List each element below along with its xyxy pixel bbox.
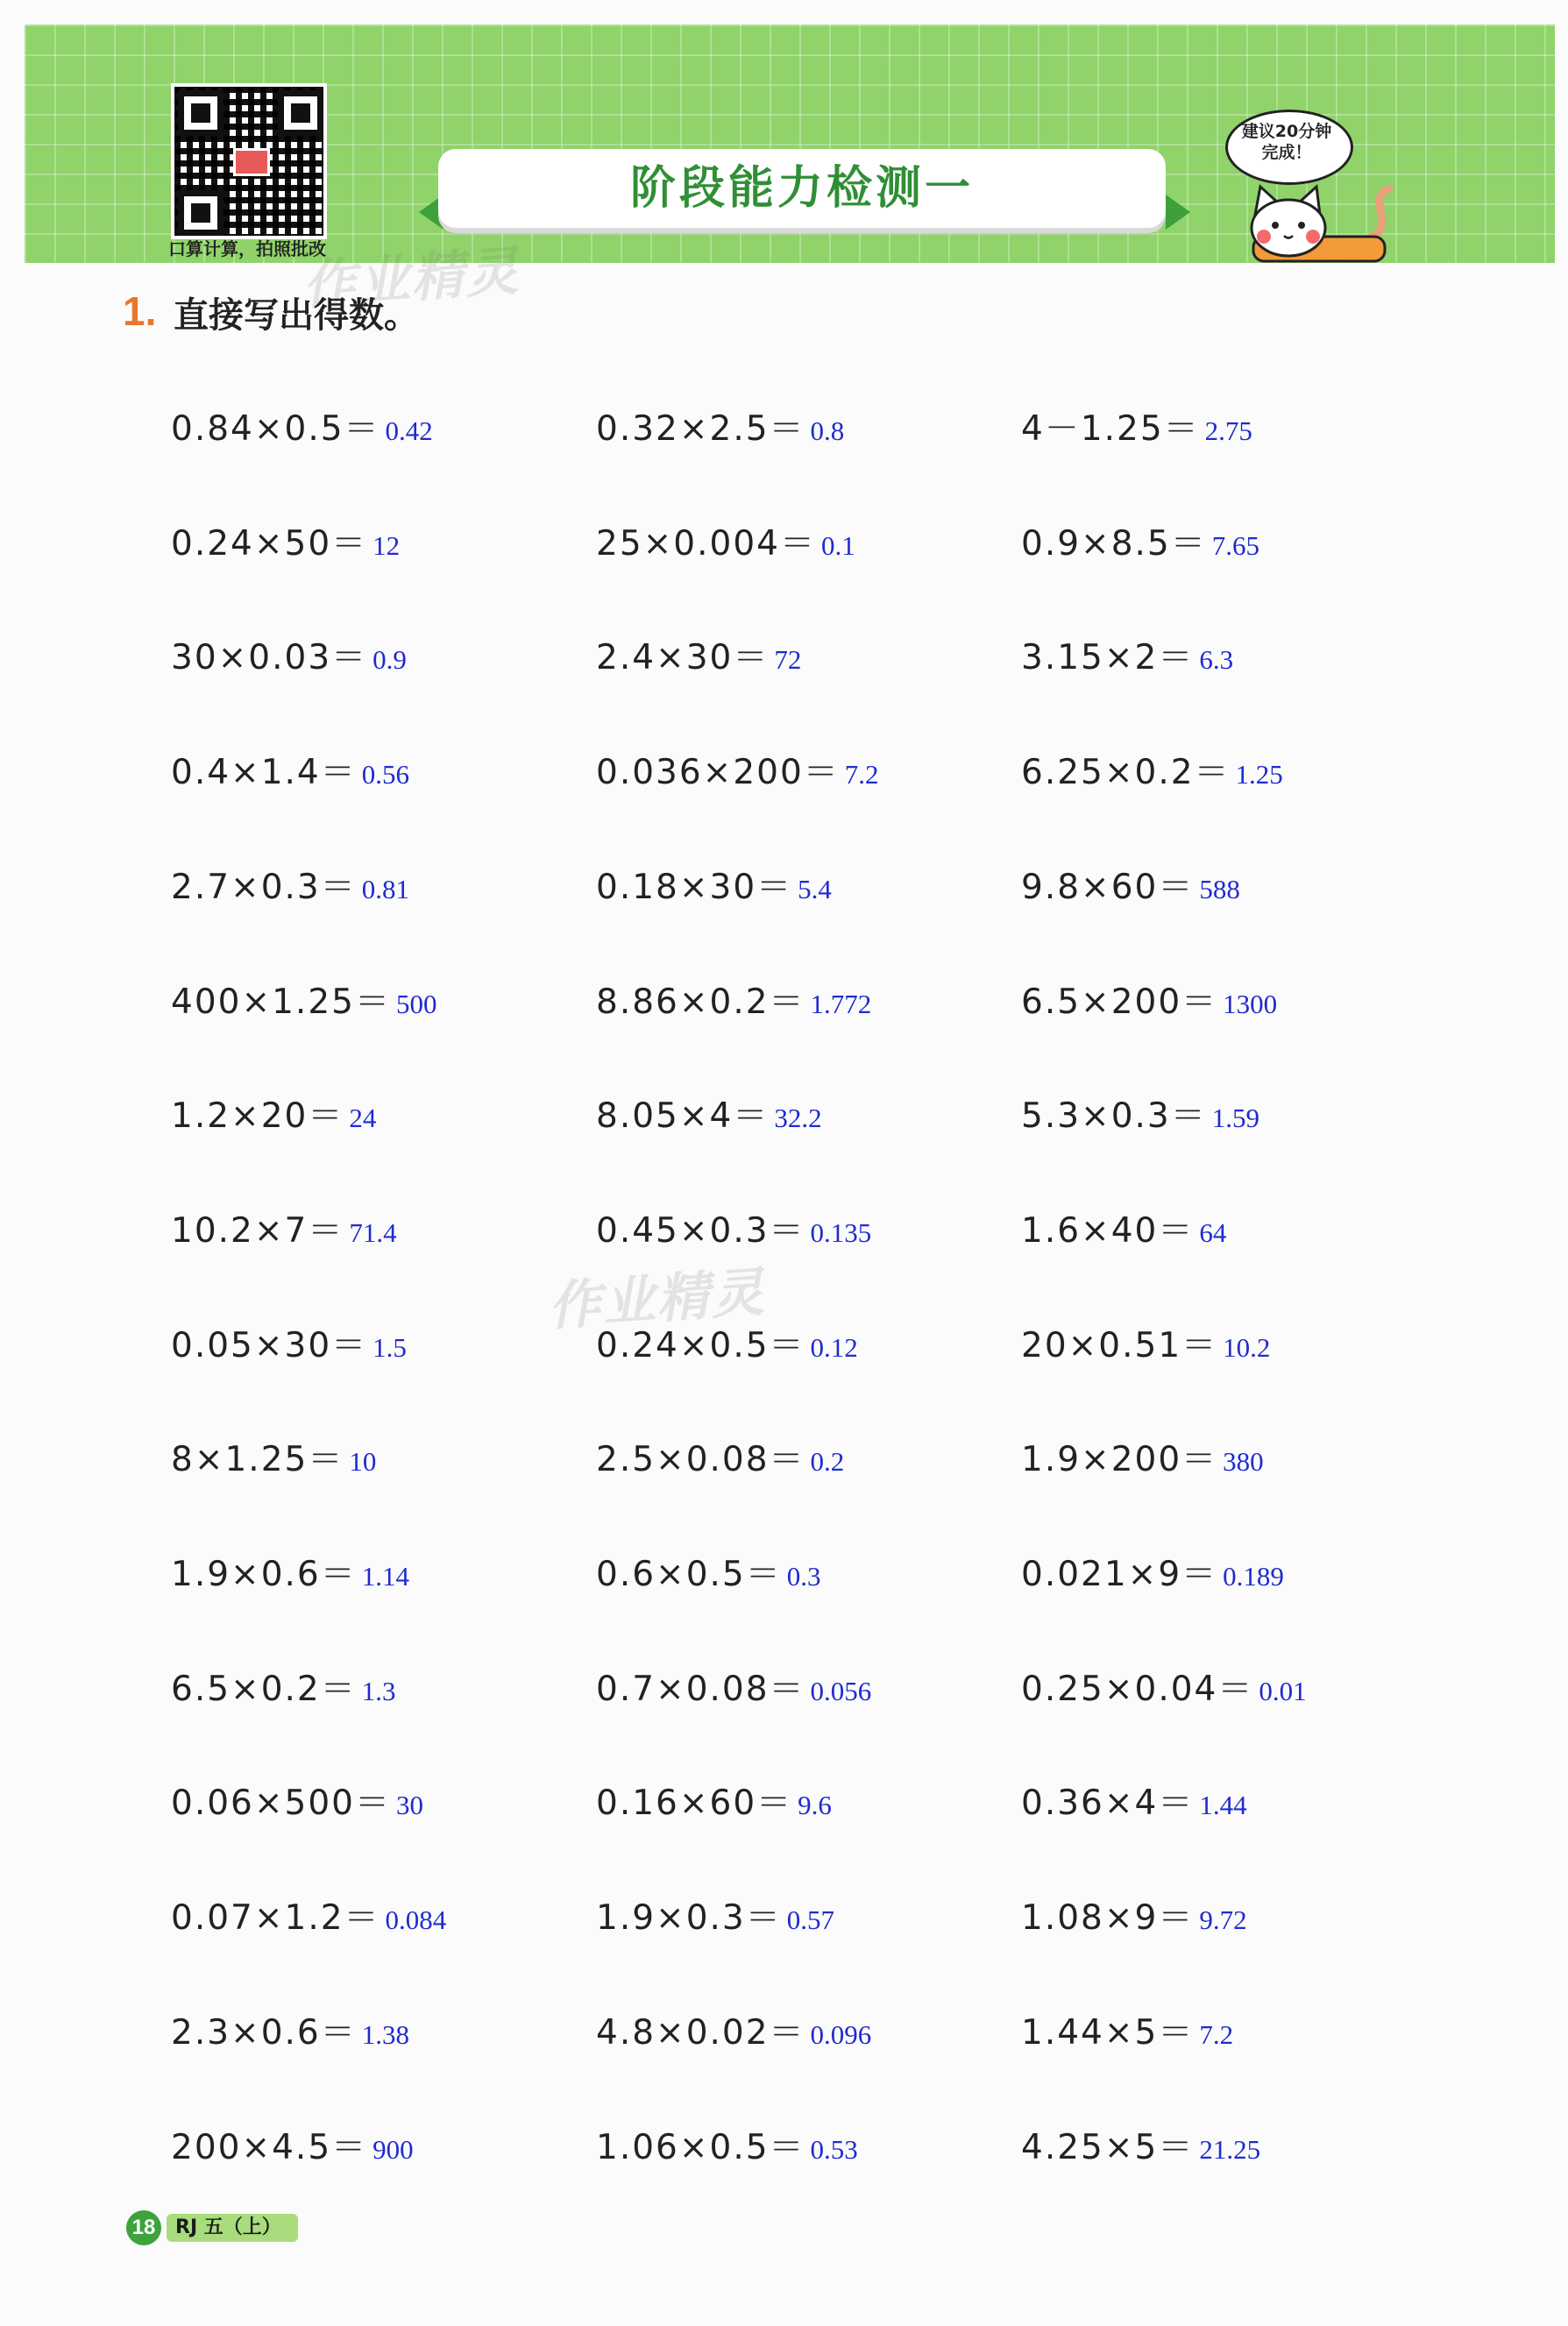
question-number: 1.: [123, 288, 157, 334]
problem-answer: 1.44: [1199, 1790, 1247, 1820]
problem-answer: 12: [372, 530, 401, 561]
problem-expression: 0.36×4＝: [1021, 1784, 1195, 1823]
problem-item: [1021, 1203, 1226, 1252]
problem-item: [171, 975, 436, 1024]
qr-caption: 口算计算，拍照批改: [168, 238, 326, 259]
problem-expression: 0.24×0.5＝: [596, 1326, 805, 1365]
problem-expression: 9.8×60＝: [1021, 868, 1195, 907]
problem-item: [171, 1432, 376, 1481]
problem-expression: 25×0.004＝: [596, 524, 816, 564]
problem-item: [596, 860, 832, 909]
problem-answer: 0.1: [820, 530, 855, 561]
problem-expression: 2.5×0.08＝: [596, 1440, 805, 1479]
problem-answer: 7.2: [1199, 2019, 1234, 2050]
problem-answer: 500: [395, 989, 437, 1019]
problem-answer: 0.2: [810, 1446, 845, 1477]
problem-item: [1021, 1089, 1259, 1138]
problem-expression: 1.06×0.5＝: [596, 2128, 805, 2167]
page-number-badge: 18: [126, 2210, 161, 2245]
problem-expression: 0.4×1.4＝: [171, 753, 357, 792]
problem-expression: 1.6×40＝: [1021, 1211, 1195, 1251]
problem-expression: 2.3×0.6＝: [171, 2013, 357, 2053]
problem-item: [596, 1318, 858, 1367]
edition-label: RJ 五（上）: [167, 2214, 298, 2242]
cat-mascot-icon: [1236, 180, 1402, 263]
problem-expression: 0.6×0.5＝: [596, 1555, 782, 1594]
problem-item: [171, 1547, 409, 1596]
problem-answer: 0.01: [1259, 1676, 1307, 1706]
problem-item: [171, 1662, 395, 1711]
problem-item: [596, 2005, 871, 2054]
problem-answer: 0.42: [385, 415, 433, 446]
problem-item: [1021, 2005, 1233, 2054]
qr-finder-icon: [178, 90, 223, 136]
problem-item: [171, 401, 433, 450]
problem-answer: 64: [1199, 1217, 1227, 1248]
problem-item: [596, 1089, 822, 1138]
problem-expression: 1.2×20＝: [171, 1096, 344, 1136]
problem-expression: 0.7×0.08＝: [596, 1670, 805, 1709]
problem-item: [171, 745, 409, 794]
problem-expression: 0.9×8.5＝: [1021, 524, 1207, 564]
problem-answer: 9.6: [798, 1790, 832, 1820]
problem-answer: 900: [372, 2134, 414, 2165]
problem-expression: 8.05×4＝: [596, 1096, 770, 1136]
problem-expression: 0.021×9＝: [1021, 1555, 1218, 1594]
problem-answer: 21.25: [1199, 2134, 1261, 2165]
qr-code-icon[interactable]: [171, 83, 327, 239]
watermark: 作业精灵: [301, 240, 522, 317]
problem-answer: 0.056: [810, 1676, 872, 1706]
problem-answer: 10: [349, 1446, 377, 1477]
problem-item: [1021, 975, 1277, 1024]
problem-answer: 1.772: [810, 989, 872, 1019]
watermark: 作业精灵: [546, 1261, 768, 1338]
problem-item: [596, 1547, 820, 1596]
problem-item: [596, 630, 801, 679]
problem-expression: 400×1.25＝: [171, 982, 391, 1022]
problem-item: [596, 1203, 871, 1252]
problem-expression: 1.44×5＝: [1021, 2013, 1195, 2053]
problem-expression: 3.15×2＝: [1021, 638, 1195, 677]
problem-answer: 0.084: [385, 1904, 447, 1935]
speech-bubble-line2: 完成！: [1261, 143, 1312, 162]
problem-answer: 0.096: [810, 2019, 872, 2050]
problem-expression: 20×0.51＝: [1021, 1326, 1218, 1365]
problem-answer: 72: [774, 644, 802, 675]
problem-item: [596, 2120, 858, 2169]
problem-item: [1021, 1662, 1307, 1711]
problem-expression: 6.25×0.2＝: [1021, 753, 1231, 792]
problem-expression: 8.86×0.2＝: [596, 982, 805, 1022]
problem-item: [171, 516, 400, 565]
problem-answer: 1300: [1223, 989, 1278, 1019]
problem-expression: 0.18×30＝: [596, 868, 793, 907]
problem-answer: 0.12: [810, 1332, 858, 1363]
problem-item: [1021, 516, 1259, 565]
problem-expression: 5.3×0.3＝: [1021, 1096, 1207, 1136]
speech-bubble-text: [1225, 121, 1348, 163]
problem-expression: 0.16×60＝: [596, 1784, 793, 1823]
problem-expression: 0.036×200＝: [596, 753, 840, 792]
problem-expression: 6.5×0.2＝: [171, 1670, 357, 1709]
problem-expression: 0.84×0.5＝: [171, 409, 380, 449]
problem-expression: 2.7×0.3＝: [171, 868, 357, 907]
problem-answer: 1.38: [361, 2019, 409, 2050]
problem-answer: 2.75: [1204, 415, 1252, 446]
problem-answer: 7.2: [844, 759, 879, 790]
problem-item: [596, 1662, 871, 1711]
problem-item: [596, 975, 871, 1024]
problem-answer: 588: [1199, 874, 1240, 904]
problem-item: [596, 745, 879, 794]
problem-expression: 0.07×1.2＝: [171, 1898, 380, 1938]
problem-item: [1021, 1890, 1247, 1940]
qr-finder-icon: [278, 90, 323, 136]
problem-item: [1021, 1547, 1284, 1596]
problem-answer: 1.25: [1235, 759, 1283, 790]
problem-item: [1021, 1318, 1270, 1367]
problem-item: [171, 1203, 397, 1252]
problem-expression: 1.9×200＝: [1021, 1440, 1218, 1479]
problem-answer: 7.65: [1211, 530, 1259, 561]
problem-item: [1021, 860, 1240, 909]
problem-answer: 0.53: [810, 2134, 858, 2165]
problem-expression: 0.45×0.3＝: [596, 1211, 805, 1251]
problem-answer: 30: [395, 1790, 423, 1820]
problem-item: [171, 630, 407, 679]
problem-item: [171, 2120, 414, 2169]
problem-answer: 32.2: [774, 1103, 822, 1133]
problem-answer: 5.4: [798, 874, 832, 904]
problem-expression: 1.08×9＝: [1021, 1898, 1195, 1938]
problem-item: [1021, 745, 1283, 794]
problem-answer: 9.72: [1199, 1904, 1247, 1935]
problem-item: [171, 860, 409, 909]
problem-answer: 0.8: [810, 415, 845, 446]
problem-expression: 0.32×2.5＝: [596, 409, 805, 449]
problem-answer: 380: [1223, 1446, 1264, 1477]
problem-expression: 200×4.5＝: [171, 2128, 368, 2167]
problem-item: [596, 1890, 834, 1940]
problem-item: [1021, 1432, 1264, 1481]
problem-item: [171, 1089, 376, 1138]
problem-item: [171, 1776, 423, 1825]
problem-item: [171, 2005, 409, 2054]
problem-answer: 1.59: [1211, 1103, 1259, 1133]
problem-answer: 0.81: [361, 874, 409, 904]
problem-answer: 0.135: [810, 1217, 872, 1248]
problem-item: [596, 516, 855, 565]
banner-ribbon-right: [1166, 195, 1190, 230]
qr-logo-icon: [233, 148, 270, 176]
problem-expression: 0.05×30＝: [171, 1326, 368, 1365]
question-title: 直接写出得数。: [174, 295, 419, 336]
problem-answer: 0.56: [361, 759, 409, 790]
problem-expression: 4.8×0.02＝: [596, 2013, 805, 2053]
problem-item: [171, 1318, 407, 1367]
problem-expression: 30×0.03＝: [171, 638, 368, 677]
problem-item: [1021, 630, 1233, 679]
page-title: 阶段能力检测一: [629, 162, 974, 215]
problem-item: [1021, 2120, 1260, 2169]
problem-item: [1021, 401, 1252, 450]
problem-answer: 1.14: [361, 1561, 409, 1592]
problem-answer: 6.3: [1199, 644, 1234, 675]
problem-item: [1021, 1776, 1247, 1825]
problem-item: [596, 401, 844, 450]
qr-finder-icon: [178, 190, 223, 236]
problem-expression: 8×1.25＝: [171, 1440, 344, 1479]
problem-answer: 71.4: [349, 1217, 397, 1248]
problem-answer: 10.2: [1223, 1332, 1271, 1363]
problem-expression: 6.5×200＝: [1021, 982, 1218, 1022]
problem-expression: 4.25×5＝: [1021, 2128, 1195, 2167]
problem-expression: 10.2×7＝: [171, 1211, 344, 1251]
problem-expression: 1.9×0.3＝: [596, 1898, 782, 1938]
problem-expression: 0.06×500＝: [171, 1784, 391, 1823]
problem-item: [596, 1776, 832, 1825]
problem-answer: 0.57: [786, 1904, 834, 1935]
problem-expression: 1.9×0.6＝: [171, 1555, 357, 1594]
problem-answer: 0.9: [372, 644, 407, 675]
problem-answer: 24: [349, 1103, 377, 1133]
problem-answer: 1.5: [372, 1332, 407, 1363]
problem-answer: 0.3: [786, 1561, 821, 1592]
problem-expression: 2.4×30＝: [596, 638, 770, 677]
problem-expression: 0.24×50＝: [171, 524, 368, 564]
problem-answer: 0.189: [1223, 1561, 1284, 1592]
problem-expression: 4－1.25＝: [1021, 409, 1200, 449]
speech-bubble-line1: 建议20分钟: [1241, 122, 1332, 141]
problem-item: [596, 1432, 844, 1481]
problem-item: [171, 1890, 446, 1940]
problem-expression: 0.25×0.04＝: [1021, 1670, 1254, 1709]
problem-answer: 1.3: [361, 1676, 396, 1706]
